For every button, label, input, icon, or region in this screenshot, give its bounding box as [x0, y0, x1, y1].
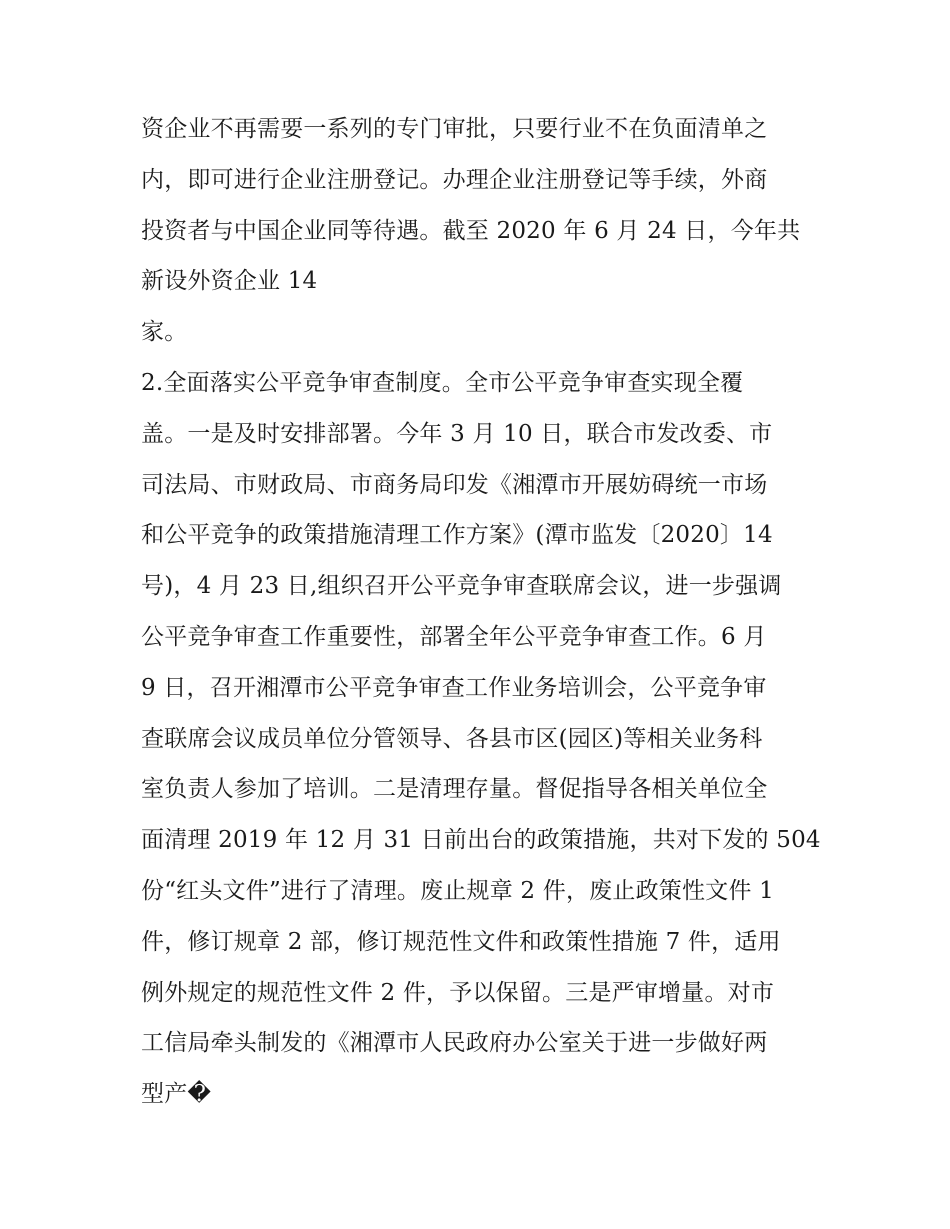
- document-body: [141, 104, 821, 1120]
- text-line: 司法局、市财政局、市商务局印发《湘潭市开展妨碍统一市场: [141, 471, 768, 498]
- text-line: 和公平竞争的政策措施清理工作方案》(潭市监发〔2020〕14: [141, 522, 773, 549]
- text-line: 工信局牵头制发的《湘潭市人民政府办公室关于进一步做好两: [141, 1030, 768, 1057]
- text-line: 型产�: [141, 1081, 212, 1108]
- text-line: 盖。一是及时安排部署。今年 3 月 10 日，联合市发改委、市: [141, 420, 773, 447]
- text-line: 查联席会议成员单位分管领导、各县市区(园区)等相关业务科: [141, 725, 763, 752]
- text-line: 公平竞争审查工作重要性，部署全年公平竞争审查工作。6 月: [141, 623, 767, 650]
- text-line: 家。: [141, 319, 188, 346]
- text-line: 面清理 2019 年 12 月 31 日前出台的政策措施，共对下发的 504: [141, 827, 821, 854]
- text-line: 例外规定的规范性文件 2 件，予以保留。三是严审增量。对市: [141, 979, 775, 1006]
- text-line: 投资者与中国企业同等待遇。截至 2020 年 6 月 24 日，今年共: [141, 217, 801, 244]
- text-line: 新设外资企业 14: [141, 268, 318, 295]
- text-line: 内，即可进行企业注册登记。办理企业注册登记等手续，外商: [141, 166, 768, 193]
- text-line: 室负责人参加了培训。二是清理存量。督促指导各相关单位全: [141, 776, 768, 803]
- text-line: 号)，4 月 23 日,组织召开公平竞争审查联席会议，进一步强调: [141, 573, 782, 600]
- text-line: 2.全面落实公平竞争审查制度。全市公平竞争审查实现全覆: [141, 369, 744, 396]
- text-line: 件，修订规章 2 部，修订规范性文件和政策性措施 7 件，适用: [141, 928, 781, 955]
- text-line: 资企业不再需要一系列的专门审批，只要行业不在负面清单之: [141, 116, 768, 142]
- text-line: 9 日，召开湘潭市公平竞争审查工作业务培训会，公平竞争审: [141, 674, 767, 701]
- text-line: 份“红头文件”进行了清理。废止规章 2 件，废止政策性文件 1: [141, 877, 774, 904]
